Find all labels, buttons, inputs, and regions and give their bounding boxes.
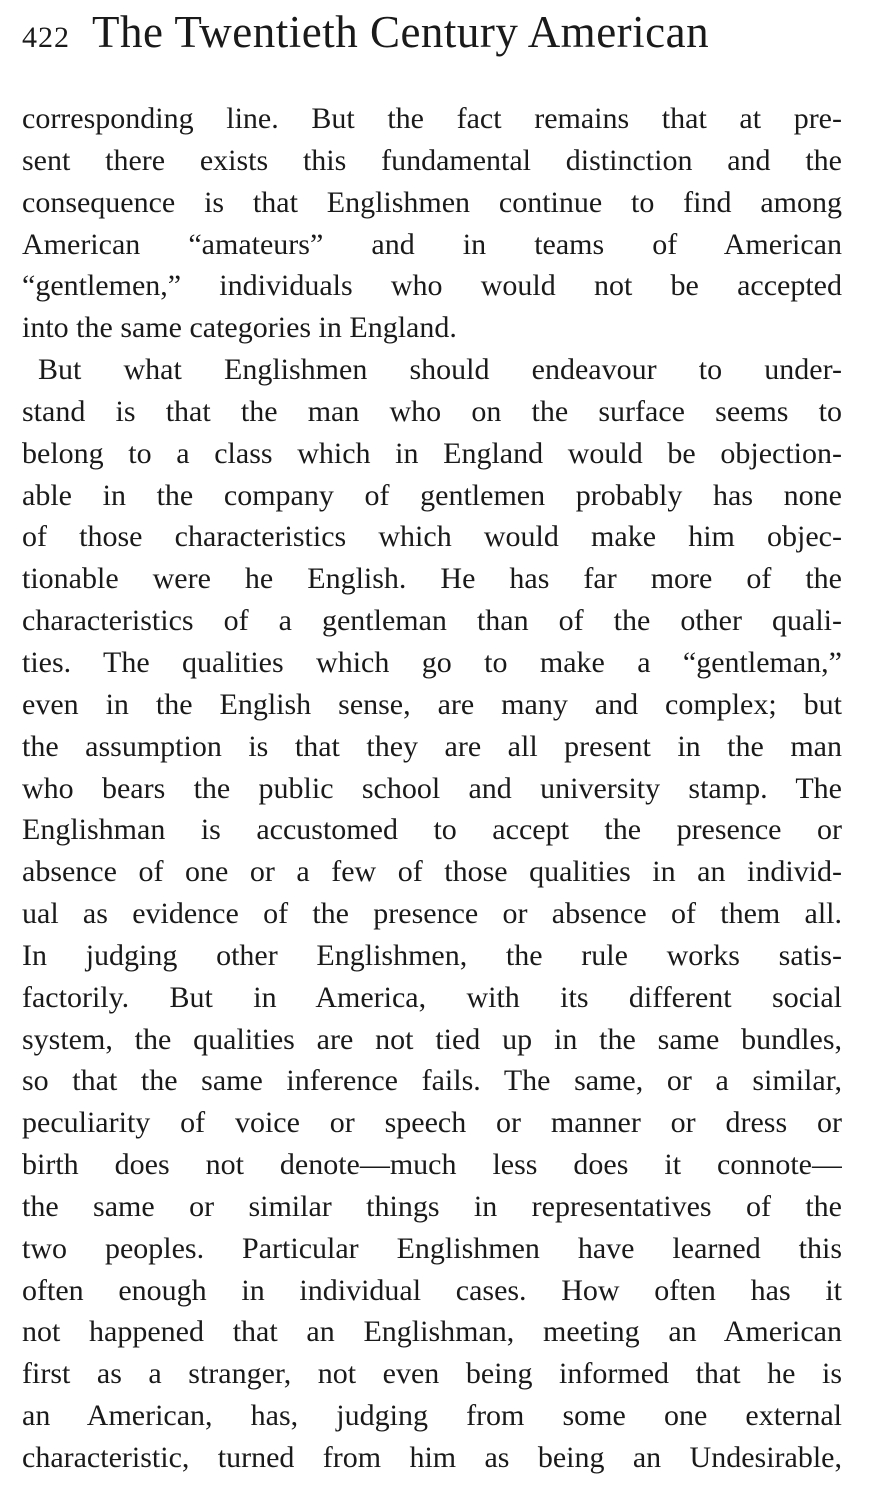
text-line: In judging other Englishmen, the rule works satis- [22,938,842,972]
text-line: ties. The qualities which go to make a “gentleman,” [22,645,842,679]
text-line: characteristics of a gentleman than of the other quali- [22,604,842,638]
text-line: corresponding line. But the fact remains that at pre- [22,102,842,135]
text-line: even in the English sense, are many and complex; but [22,687,842,721]
text-line: not happened that an Englishman, meeting an American [22,1315,842,1349]
running-header [22,6,852,66]
text-line: into the same categories in England. [22,311,457,345]
text-line: who bears the public school and university stamp. The [22,771,842,805]
text-line: system, the qualities are not tied up in the same bundles, [22,1022,842,1056]
text-line: Englishman is accustomed to accept the presence or [22,813,842,847]
text-line: often enough in individual cases. How often has it [22,1273,842,1307]
text-line: birth does not denote—much less does it connote— [22,1148,842,1182]
text-line: ual as evidence of the presence or absence of them all. [22,897,842,931]
text-line: tionable were he English. He has far more of the [22,562,842,596]
text-line: able in the company of gentlemen probably has none [22,478,842,512]
text-line: factorily. But in America, with its different social [22,980,842,1014]
text-line: American “amateurs” and in teams of American [22,227,842,261]
text-line: But what Englishmen should endeavour to under- [38,353,842,387]
text-line: first as a stranger, not even being informed that he is [22,1357,842,1391]
text-line: sent there exists this fundamental distinction and the [22,143,842,177]
text-line: the same or similar things in representatives of the [22,1189,842,1223]
body-text [22,98,842,1479]
running-title: The Twentieth Century American [92,7,710,57]
text-line: of those characteristics which would make him objec- [22,520,842,554]
text-line: peculiarity of voice or speech or manner or dress or [22,1106,842,1140]
text-line: absence of one or a few of those qualities in an individ- [22,855,842,889]
text-line: so that the same inference fails. The same, or a similar, [22,1064,842,1098]
text-line: belong to a class which in England would be objection- [22,436,842,470]
text-line: stand is that the man who on the surface seems to [22,394,842,428]
text-line: “gentlemen,” individuals who would not be accepted [22,269,842,303]
text-line: two peoples. Particular Englishmen have learned this [22,1231,842,1265]
page-number: 422 [22,21,70,54]
text-line: consequence is that Englishmen continue to find among [22,185,842,219]
text-line: the assumption is that they are all present in the man [22,729,842,763]
text-line: characteristic, turned from him as being an Undesirable, [22,1441,842,1474]
text-line: an American, has, judging from some one external [22,1399,842,1433]
